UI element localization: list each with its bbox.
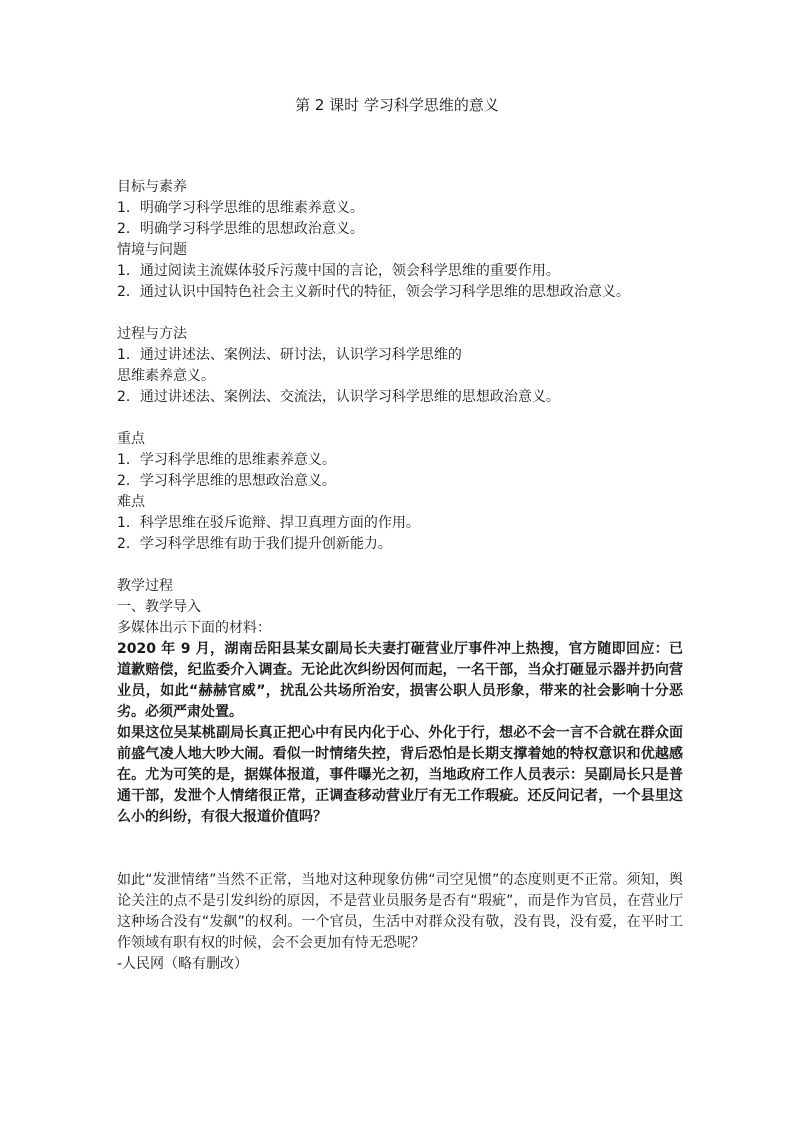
process-item: 思维素养意义。 bbox=[117, 368, 215, 384]
lesson-title: 第 2 课时 学习科学思维的意义 bbox=[295, 96, 499, 114]
goals-heading: 目标与素养 bbox=[117, 179, 187, 195]
teaching-heading: 教学过程 bbox=[117, 578, 173, 594]
material-source: -人民网（略有删改） bbox=[117, 956, 249, 972]
document-body bbox=[117, 177, 683, 975]
process-item: 1．通过讲述法、案例法、研讨法，认识学习科学思维的 bbox=[117, 347, 462, 363]
goals-item: 1．明确学习科学思维的思维素养意义。 bbox=[117, 200, 364, 216]
spacer bbox=[117, 303, 683, 324]
key-points-heading: 重点 bbox=[117, 431, 145, 447]
difficulties-item: 1．科学思维在驳斥诡辩、捍卫真理方面的作用。 bbox=[117, 515, 420, 531]
key-points-item: 2．学习科学思维的思想政治意义。 bbox=[117, 473, 336, 489]
key-points-item: 1．学习科学思维的思维素养意义。 bbox=[117, 452, 336, 468]
spacer bbox=[117, 408, 683, 429]
difficulties-heading: 难点 bbox=[117, 494, 145, 510]
material-paragraph: 2020 年 9 月，湖南岳阳县某女副局长夫妻打砸营业厅事件冲上热搜，官方随即回应：已道歉赔偿，纪监委介入调查。无论此次纠纷因何而起，一名干部，当众打砸显示器并扔向营业员，如此“赫赫官威”，扰乱公共场所治安，损害公职人员形象，带来的社会影响十分恶劣。必须严肃处置。 bbox=[117, 641, 683, 720]
spacer bbox=[117, 828, 683, 870]
process-heading: 过程与方法 bbox=[117, 326, 187, 342]
goals-item: 2．明确学习科学思维的思想政治意义。 bbox=[117, 221, 364, 237]
material-paragraph: 如果这位吴某桃副局长真正把心中有民内化于心、外化于行，想必不会一言不合就在群众面前盛气凌人地大吵大闹。看似一时情绪失控，背后恐怕是长期支撑着她的特权意识和优越感在。尤为可笑的是，据媒体报道，事件曝光之初，当地政府工作人员表示：吴副局长只是普通干部，发泄个人情绪很正常，正调查移动营业厅有无工作瑕疵。还反问记者，一个县里这么小的纠纷，有很大报道价值吗？ bbox=[117, 725, 683, 825]
teaching-intro: 多媒体出示下面的材料： bbox=[117, 620, 271, 636]
material-paragraph: 如此“发泄情绪”当然不正常，当地对这种现象仿佛“司空见惯”的态度则更不正常。须知，舆论关注的点不是引发纠纷的原因，不是营业员服务是否有“瑕疵”，而是作为官员，在营业厅这种场合没有“发飙”的权利。一个官员，生活中对群众没有敬，没有畏，没有爱，在平时工作领域有职有权的时候，会不会更加有恃无恐呢？ bbox=[117, 872, 683, 951]
spacer bbox=[117, 555, 683, 576]
situation-item: 1．通过阅读主流媒体驳斥污蔑中国的言论，领会科学思维的重要作用。 bbox=[117, 263, 560, 279]
teaching-subheading: 一、教学导入 bbox=[117, 599, 201, 615]
difficulties-item: 2．学习科学思维有助于我们提升创新能力。 bbox=[117, 536, 392, 552]
situation-heading: 情境与问题 bbox=[117, 242, 187, 258]
situation-item: 2．通过认识中国特色社会主义新时代的特征，领会学习科学思维的思想政治意义。 bbox=[117, 284, 630, 300]
process-item: 2．通过讲述法、案例法、交流法，认识学习科学思维的思想政治意义。 bbox=[117, 389, 560, 405]
